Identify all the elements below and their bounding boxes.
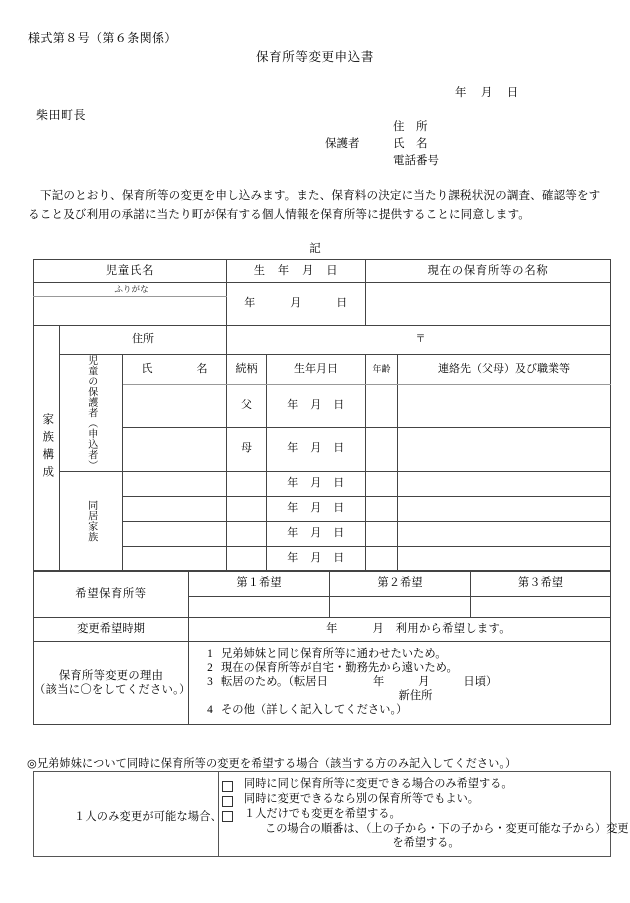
cohabitant-2-age-input[interactable] — [366, 496, 398, 521]
address-label: 住所 — [60, 326, 227, 355]
family-birthdate-header: 生年月日 — [267, 355, 366, 385]
reason-3-new-address-label[interactable]: 新住所 — [398, 690, 433, 703]
sibling-order-line-2: を希望する。 — [392, 837, 460, 849]
sibling-option-3-label: １人だけでも変更を希望する。 — [244, 808, 401, 820]
current-facility-input[interactable] — [366, 283, 611, 326]
child-name-input[interactable] — [34, 297, 227, 326]
reason-options[interactable] — [189, 642, 611, 725]
sibling-option-1[interactable] — [219, 777, 610, 792]
child-and-family-table — [33, 259, 611, 572]
period-row — [34, 618, 611, 642]
cohabitant-3-birthdate-input[interactable]: 年 月 日 — [267, 521, 366, 546]
guardian-name-label: 氏 名 — [393, 138, 428, 150]
checkbox-icon[interactable] — [222, 811, 233, 822]
family-contact-header: 連絡先（父母）及び職業等 — [398, 355, 611, 385]
father-birthdate-input[interactable]: 年 月 日 — [267, 384, 366, 427]
sibling-option-2-label: 同時に変更できるなら別の保育所等でもよい。 — [244, 793, 479, 805]
child-furigana-row — [34, 283, 611, 297]
cohabitant-4-relation-input[interactable] — [227, 546, 267, 571]
child-birthdate-header: 生 年 月 日 — [227, 260, 366, 283]
guardian-name-row — [325, 136, 439, 153]
family-header-row — [34, 355, 611, 385]
addressee: 柴田町長 — [36, 108, 87, 122]
choice-3-header: 第３希望 — [471, 571, 611, 597]
choice-2-input[interactable] — [330, 597, 471, 618]
current-facility-header: 現在の保育所等の名称 — [366, 260, 611, 283]
cohabitant-1-birthdate-input[interactable]: 年 月 日 — [267, 471, 366, 496]
sibling-section-note: ◎兄弟姉妹について同時に保育所等の変更を希望する場合（該当する方のみ記入してください。） — [27, 758, 517, 770]
reason-row — [34, 642, 611, 725]
cohabitant-row-1 — [34, 471, 611, 496]
reason-2-text: 現在の保育所等が自宅・勤務先から遠いため。 — [221, 662, 458, 675]
address-input[interactable]: 〒 — [227, 326, 611, 355]
reason-4-number: 4 — [207, 704, 213, 717]
cohabitant-4-age-input[interactable] — [366, 546, 398, 571]
family-name-header: 氏 名 — [123, 355, 227, 385]
guardian-info-block — [325, 119, 439, 170]
reason-label-line1: 保育所等変更の理由 — [58, 669, 164, 682]
guardian-blank-label-2 — [325, 153, 393, 170]
family-age-header: 年齢 — [366, 355, 398, 385]
cohabitant-2-birthdate-input[interactable]: 年 月 日 — [267, 496, 366, 521]
mother-birthdate-input[interactable]: 年 月 日 — [267, 428, 366, 471]
cohabitant-1-name-input[interactable] — [123, 471, 227, 496]
cohabitant-1-age-input[interactable] — [366, 471, 398, 496]
reason-1-text: 兄弟姉妹と同じ保育所等に通わせたいため。 — [221, 648, 447, 660]
wish-and-reason-table — [33, 570, 611, 725]
family-address-row — [34, 326, 611, 355]
choice-2-header: 第２希望 — [330, 571, 471, 597]
reason-2-number: 2 — [207, 662, 213, 675]
choice-1-input[interactable] — [189, 597, 330, 618]
ki-mark: 記 — [309, 243, 321, 255]
child-header-row — [34, 260, 611, 283]
form-number: 様式第８号（第６条関係） — [28, 31, 177, 45]
checkbox-icon[interactable] — [222, 781, 233, 792]
cohabitant-2-contact-input[interactable] — [398, 496, 611, 521]
father-contact-input[interactable] — [398, 384, 611, 427]
reason-option-1[interactable] — [199, 647, 610, 661]
wish-header-row — [34, 571, 611, 597]
reason-option-3[interactable] — [199, 675, 610, 689]
guardian-address-row — [325, 119, 439, 136]
reason-option-4[interactable] — [199, 703, 610, 717]
family-relation-header: 続柄 — [227, 355, 267, 385]
father-name-input[interactable] — [123, 384, 227, 427]
checkbox-icon[interactable] — [222, 796, 233, 807]
mother-age-input[interactable] — [366, 428, 398, 471]
sibling-order-line-1: この場合の順番は、（上の子から・下の子から・変更可能な子から）変更 — [265, 823, 629, 835]
mother-contact-input[interactable] — [398, 428, 611, 471]
sibling-options-table — [33, 771, 629, 857]
cohabitant-2-relation-input[interactable] — [227, 496, 267, 521]
cohabitant-1-contact-input[interactable] — [398, 471, 611, 496]
sibling-condition-label: １人のみ変更が可能な場合、 — [34, 772, 219, 857]
consent-paragraph: 下記のとおり、保育所等の変更を申し込みます。また、保育料の決定に当たり課税状況の調査、確認等をすること及び利用の承諾に当たり町が保有する個人情報を保育所等に提供することに同意します。 — [28, 189, 601, 221]
period-input[interactable]: 年 月 利用から希望します。 — [189, 618, 611, 642]
reason-label — [34, 642, 189, 725]
reason-4-text: その他（詳しく記入してください。） — [221, 704, 408, 717]
furigana-label: ふりがな — [34, 283, 227, 297]
choice-1-header: 第１希望 — [189, 571, 330, 597]
cohabitant-group-vertical-label: 同居家族 — [60, 471, 123, 571]
guardian-phone-row — [325, 153, 439, 170]
guardian-blank-label — [325, 119, 393, 136]
cohabitant-3-age-input[interactable] — [366, 521, 398, 546]
reason-option-2[interactable] — [199, 661, 610, 675]
sibling-option-3[interactable] — [219, 807, 610, 822]
guardian-group-vertical-label: 児童の保護者（申込者） — [60, 355, 123, 472]
cohabitant-4-birthdate-input[interactable]: 年 月 日 — [267, 546, 366, 571]
guardian-phone-label: 電話番号 — [393, 155, 439, 167]
reason-3-number: 3 — [207, 676, 213, 689]
sibling-row — [34, 772, 611, 857]
cohabitant-4-name-input[interactable] — [123, 546, 227, 571]
sibling-option-2[interactable] — [219, 792, 610, 807]
sibling-options — [219, 772, 629, 857]
guardian-label: 保護者 — [325, 138, 360, 150]
child-birthdate-input[interactable]: 年 月 日 — [227, 283, 366, 326]
cohabitant-3-name-input[interactable] — [123, 521, 227, 546]
cohabitant-3-contact-input[interactable] — [398, 521, 611, 546]
wish-label: 希望保育所等 — [34, 571, 189, 618]
cohabitant-4-contact-input[interactable] — [398, 546, 611, 571]
reason-label-line2: （該当に〇をしてください。） — [34, 683, 191, 696]
reason-3-text: 転居のため。（転居日 年 月 日頃） — [221, 676, 498, 689]
page-title: 保育所等変更申込書 — [256, 50, 374, 64]
choice-3-input[interactable] — [471, 597, 611, 618]
submission-date-line: 年 月 日 — [455, 87, 519, 99]
mother-name-input[interactable] — [123, 428, 227, 471]
period-label: 変更希望時期 — [34, 618, 189, 642]
father-relation: 父 — [227, 384, 267, 427]
sibling-option-1-label: 同時に同じ保育所等に変更できる場合のみ希望する。 — [244, 778, 513, 790]
cohabitant-1-relation-input[interactable] — [227, 471, 267, 496]
cohabitant-2-name-input[interactable] — [123, 496, 227, 521]
child-name-header: 児童氏名 — [34, 260, 227, 283]
guardian-address-label: 住 所 — [393, 121, 428, 133]
father-age-input[interactable] — [366, 384, 398, 427]
cohabitant-3-relation-input[interactable] — [227, 521, 267, 546]
reason-1-number: 1 — [207, 648, 213, 660]
family-composition-vertical-label: 家族構成 — [34, 326, 60, 572]
mother-relation: 母 — [227, 428, 267, 471]
